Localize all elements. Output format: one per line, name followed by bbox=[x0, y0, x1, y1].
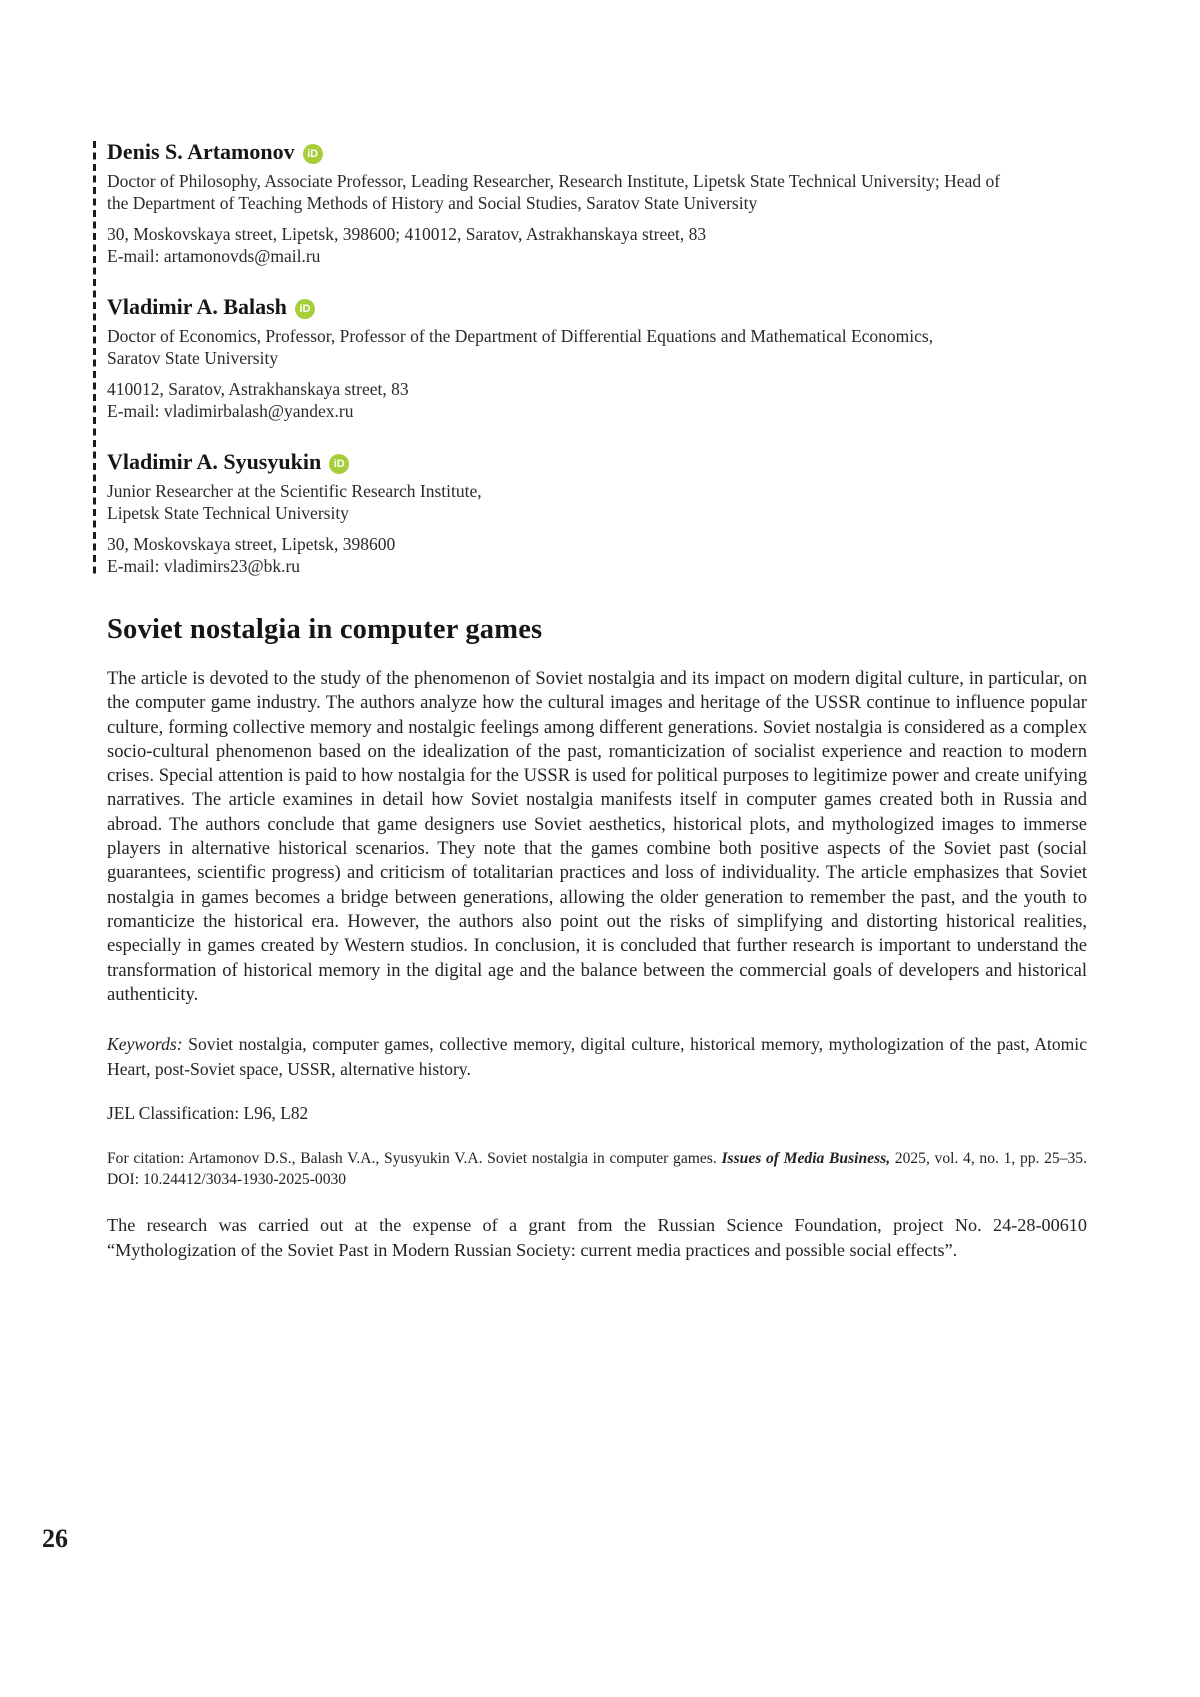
author-name-text: Vladimir A. Balash bbox=[107, 294, 287, 319]
author-name-text: Vladimir A. Syusyukin bbox=[107, 449, 322, 474]
author-block bbox=[107, 138, 1087, 267]
author-contact: 410012, Saratov, Astrakhanskaya street, 83 E-mail: vladimirbalash@yandex.ru bbox=[107, 379, 409, 421]
orcid-icon[interactable]: iD bbox=[303, 144, 323, 164]
citation-journal: Issues of Media Business, bbox=[721, 1150, 891, 1168]
author-contact: 30, Moskovskaya street, Lipetsk, 398600; 410012, Saratov, Astrakhanskaya street, 83 E-mail: artamonovds@mail.ru bbox=[107, 224, 707, 266]
keywords-label: Keywords: bbox=[107, 1034, 183, 1055]
orcid-icon[interactable]: iD bbox=[295, 299, 315, 319]
author-name bbox=[107, 138, 1087, 165]
author-affiliation: Doctor of Philosophy, Associate Professor, Leading Researcher, Research Institute, Lipetsk State Technical University; Head of the Department of Teaching Methods of History and Social Studies, Saratov State University bbox=[107, 171, 1001, 213]
author-contact: 30, Moskovskaya street, Lipetsk, 398600 E-mail: vladimirs23@bk.ru bbox=[107, 534, 396, 576]
keywords-text: Soviet nostalgia, computer games, collective memory, digital culture, historical memory, mythologization of the past, Atomic Heart, post-Soviet space, USSR, alternative history. bbox=[107, 1034, 1087, 1080]
author-block bbox=[107, 293, 1087, 422]
author-affiliation: Doctor of Economics, Professor, Professor of the Department of Differential Equations and Mathematical Economics, Saratov State University bbox=[107, 326, 934, 368]
authors-section bbox=[107, 138, 1087, 577]
author-affiliation: Junior Researcher at the Scientific Research Institute, Lipetsk State Technical University bbox=[107, 481, 482, 523]
content-column bbox=[107, 138, 1087, 1262]
citation-suffix: 2025, vol. 4, no. 1, pp. 25–35. DOI: 10.24412/3034-1930-2025-0030 bbox=[107, 1150, 1087, 1188]
keywords bbox=[107, 1032, 1087, 1082]
citation bbox=[107, 1149, 1087, 1190]
author-name bbox=[107, 293, 1087, 320]
author-name-text: Denis S. Artamonov bbox=[107, 139, 295, 164]
article-title: Soviet nostalgia in computer games bbox=[107, 614, 543, 645]
abstract-text: The article is devoted to the study of the phenomenon of Soviet nostalgia and its impact on modern digital culture, in particular, on the computer game industry. The authors analyze how the cultural images and heritage of the USSR continue to influence popular culture, forming collective memory and nostalgic feelings among different generations. Soviet nostalgia is considered as a complex socio-cultural phenomenon based on the idealization of the past, romanticization of socialist experience and reaction to modern crises. Special attention is paid to how nostalgia for the USSR is used for political purposes to legitimize power and create unifying narratives. The article examines in detail how Soviet nostalgia manifests itself in computer games created both in Russia and abroad. The authors conclude that game designers use Soviet aesthetics, historical plots, and mythologized images to immerse players in alternative historical scenarios. They note that the games combine both positive aspects of the Soviet past (social guarantees, scientific progress) and criticism of totalitarian practices and loss of individuality. The article emphasizes that Soviet nostalgia in games becomes a bridge between generations, allowing the older generation to remember the past, and the youth to romanticize the historical era. However, the authors also point out the risks of simplifying and distorting historical realities, especially in games created by Western studios. In conclusion, it is concluded that further research is important to understand the transformation of historical memory in the digital age and the balance between the commercial goals of developers and historical authenticity. bbox=[107, 668, 1087, 1005]
orcid-icon[interactable]: iD bbox=[329, 454, 349, 474]
author-name bbox=[107, 448, 1087, 475]
funding-note: The research was carried out at the expense of a grant from the Russian Science Foundation, project No. 24-28-00610 “Mythologization of the Soviet Past in Modern Russian Society: current media practices and possible social effects”. bbox=[107, 1215, 1087, 1260]
jel-classification: JEL Classification: L96, L82 bbox=[107, 1103, 309, 1124]
page-number: 26 bbox=[42, 1524, 68, 1553]
author-block bbox=[107, 448, 1087, 577]
citation-prefix: For citation: Artamonov D.S., Balash V.A., Syusyukin V.A. Soviet nostalgia in computer games. bbox=[107, 1150, 722, 1168]
